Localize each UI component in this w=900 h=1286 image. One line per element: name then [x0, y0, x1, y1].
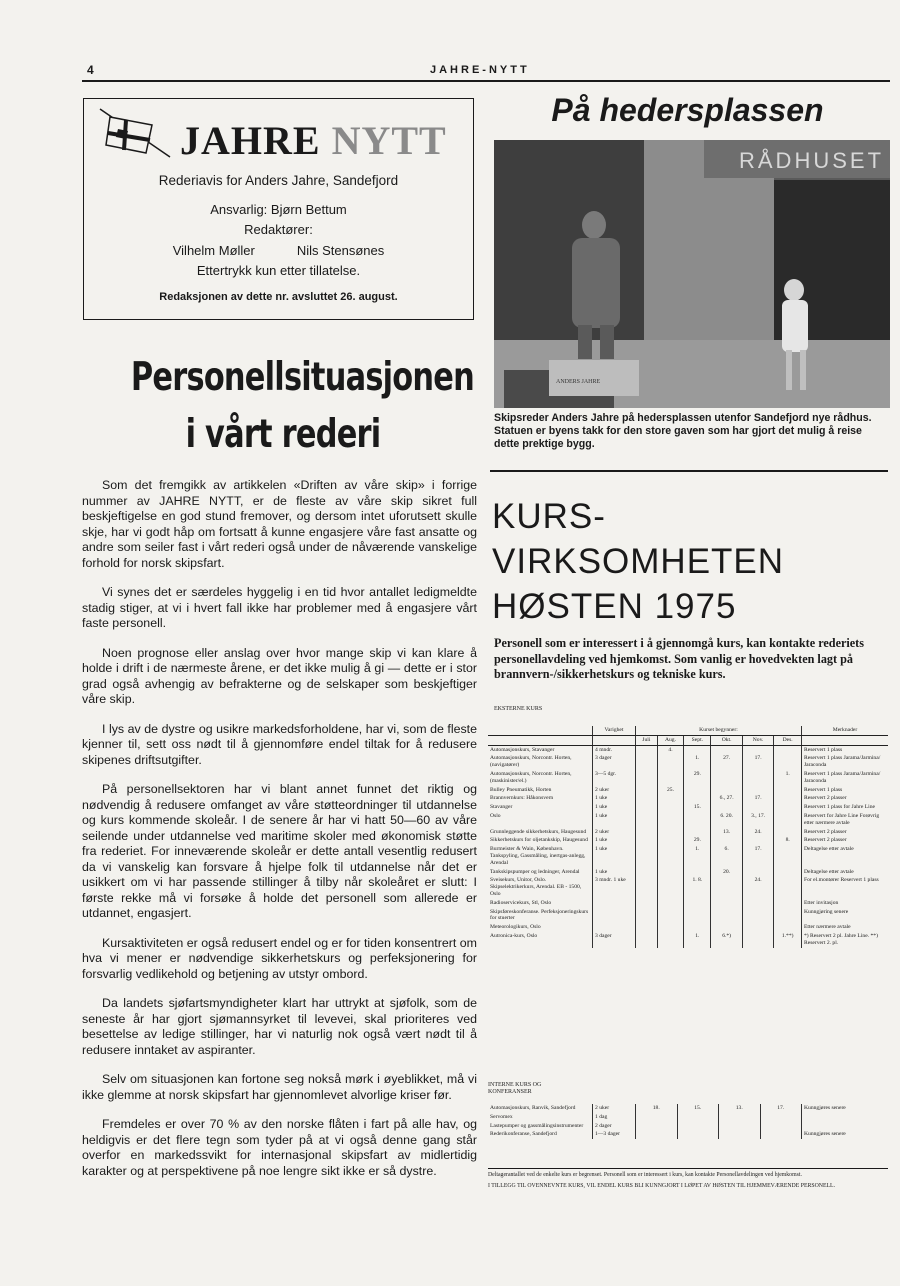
col-month: Sept. [684, 735, 711, 745]
table-cell [636, 1130, 678, 1139]
table-cell: 20. [711, 868, 742, 877]
table-cell: Etter invitasjon [802, 899, 889, 908]
table-cell: 1 uke [593, 812, 636, 828]
table-cell: Automasjonskurs, Norcontr. Horten, (maskinister/el.) [490, 770, 572, 784]
table-cell: 1. [774, 770, 802, 786]
kurs-title: KURS- VIRKSOMHETEN HØSTEN 1975 [492, 497, 785, 626]
article-paragraph: Da landets sjøfartsmyndigheter klart har uttrykt at sjøfolk, som de seneste år har gjort sjømannsyrket til levevei, skal prioriteres ved besettelse av ledige stillinger, har vi naturlig nok også vært nødt til å redusere inntaket av aspiranter. [82, 996, 477, 1057]
table-row [488, 745, 888, 754]
table-cell [711, 836, 742, 845]
table-cell: 3 mndr. 1 uke [593, 876, 636, 898]
table-cell [684, 868, 711, 877]
table-cell: 24. [742, 828, 773, 837]
table-cell: 3., 17. [742, 812, 773, 828]
table-cell [636, 845, 658, 867]
table-cell: Reservert 1 plass for Jahre Line [802, 803, 889, 812]
course-table [488, 726, 888, 948]
table-cell: Autronica-kurs, Oslo [490, 932, 538, 939]
table-cell [742, 786, 773, 795]
table-cell: Kunngjøring senere [802, 908, 889, 924]
table-row [488, 1122, 888, 1131]
table-cell [774, 754, 802, 770]
table-cell: 1 uke [593, 845, 636, 867]
table-cell: 1. [684, 932, 711, 948]
table-cell [742, 803, 773, 812]
table-cell: 15. [684, 803, 711, 812]
table-cell [760, 1122, 802, 1131]
table-cell [711, 786, 742, 795]
table-cell [774, 828, 802, 837]
header-rule [82, 80, 890, 82]
table-cell: 13. [711, 828, 742, 837]
table-cell [774, 908, 802, 924]
table-cell [774, 868, 802, 877]
table-cell [657, 754, 684, 770]
table-cell [711, 770, 742, 786]
table-cell: 1. [684, 754, 711, 770]
table-cell [636, 794, 658, 803]
col-varighet: Varighet [593, 726, 636, 735]
table-cell [657, 812, 684, 828]
table-cell: 2 dager [593, 1122, 636, 1131]
masthead-reprint: Ettertrykk kun etter tillatelse. [196, 263, 361, 278]
table-cell [742, 868, 773, 877]
table-cell: Reservert 2 plasser [802, 794, 889, 803]
table-cell: 2 uker [593, 1104, 636, 1113]
table-cell: Stavanger [490, 804, 513, 811]
table-cell: 1. [684, 845, 711, 867]
table-cell: Grunnleggende sikkerhetskurs, Haugesund [490, 828, 587, 835]
article-paragraph: Selv om situasjonen kan fortone seg nokså mørk i øyeblikket, må vi ikke glemme at norsk skipsfart har gjennomlevet alvorlige kriser før. [82, 1072, 477, 1102]
table-cell: 1—3 dager [593, 1130, 636, 1139]
table-cell: Reservert 2 plasser [802, 828, 889, 837]
table-cell [719, 1113, 761, 1122]
internal-course-table [488, 1104, 888, 1139]
masthead-box [83, 98, 474, 320]
table-cell: Brannvernkurs: Håkonsvern [490, 795, 554, 802]
table-cell: 17. [742, 845, 773, 867]
table-cell [774, 845, 802, 867]
col-month: Juli [636, 735, 658, 745]
table-cell [774, 923, 802, 932]
table-row [488, 794, 888, 803]
table-cell [684, 908, 711, 924]
table-cell: Kunngjøres senere [802, 1130, 889, 1139]
table-cell [774, 786, 802, 795]
table-row [488, 845, 888, 867]
table-cell [636, 812, 658, 828]
table-row [488, 754, 888, 770]
footnote-rule [488, 1168, 888, 1169]
table-cell [636, 1113, 678, 1122]
table-cell [742, 932, 773, 948]
table-cell: 1. 8. [684, 876, 711, 898]
table-cell [636, 745, 658, 754]
table-cell: For el.montører Reservert 1 plass [802, 876, 889, 898]
table-cell [636, 754, 658, 770]
table-row [488, 812, 888, 828]
flag-icon [96, 107, 174, 159]
table-cell [774, 794, 802, 803]
table-cell: 2 uker [593, 786, 636, 795]
table-row [488, 876, 888, 898]
table-cell: Etter nærmere avtale [802, 923, 889, 932]
table-cell: 18. [636, 1104, 678, 1113]
table-cell [636, 932, 658, 948]
table-cell: 3 dager [593, 932, 636, 948]
table-cell [636, 1122, 678, 1131]
table-cell [657, 899, 684, 908]
table-cell [719, 1122, 761, 1131]
table-cell: Deltagelse etter avtale [802, 845, 889, 867]
masthead-editors: Vilhelm Møller Nils Stensønes [172, 243, 385, 258]
table-cell [684, 899, 711, 908]
table-cell [711, 908, 742, 924]
table-cell: Reservert 1 plass [802, 786, 889, 795]
table-cell [657, 868, 684, 877]
table-cell: Meteorologikurs, Oslo [490, 924, 541, 931]
table-cell [760, 1113, 802, 1122]
article-paragraph: Som det fremgikk av artikkelen «Driften av våre skip» i forrige nummer av JAHRE NYTT, er de fleste av våre skip sikret full beskjeftigelse en god stund fremover, og dersom intet uforutsett skulle skje, har vi godt håp om fortsatt å kunne engasjere våre fast ansatte og andre som seiler fast i vårt rederi også under de nåværende vanskelige forhold for norsk skipsfart. [82, 478, 477, 570]
kurs-intro: Personell som er interessert i å gjennomgå kurs, kan kontakte rederiets personellavdeling ved hjemkomst. Som vanlig er hovedvekten lagt på brannvern-/sikkerhetskurs og tekniske kurs. [494, 636, 864, 681]
table-cell: Burmeister & Wain, København. Tankspyling, Gassmåling, inertgas-anlegg, Arendal [490, 846, 586, 866]
table-cell [636, 770, 658, 786]
table-cell: 17. [742, 794, 773, 803]
col-kurset-begynner: Kurset begynner: [636, 726, 802, 735]
table-cell [719, 1130, 761, 1139]
table-row [488, 836, 888, 845]
table-cell: 13. [719, 1104, 761, 1113]
masthead-responsible: Ansvarlig: Bjørn Bettum [210, 202, 347, 217]
article-paragraph: Fremdeles er over 70 % av den norske flåten i fart på alle hav, og heldigvis er det flere tegn som tyder på at vi også denne gang står overfor en markedssvikt for internasjonal skipsfart av midlertidig karakter og at perspektivene på noe lengre sikt ikke er så dystre. [82, 1117, 477, 1178]
table-label-eksterne: EKSTERNE KURS [494, 706, 543, 712]
table-cell: 8. [774, 836, 802, 845]
table-cell: Rederikonferanse, Sandefjord [490, 1131, 557, 1138]
table-cell: 17. [742, 754, 773, 770]
article-paragraph: På personellsektoren har vi blant annet funnet det riktig og nødvendig å redusere omfanget av våre støtteordninger til utdannelse og kurs kommende skoleår. I de senere år har vi hatt 50—60 av våre seilende under utdannelse ved maritime skoler med økonomisk støtte fra rederiet. For inneværende skoleår er dette antall vesentlig redusert da vi vanskelig kan forsvare å hjelpe folk til utdannelse når det er usikkert om vi har passende stillinger å tilby når skoleåret er slutt: I første rekke må vi forsøke å holde det personell som allerede er utdannet, engasjert. [82, 782, 477, 920]
table-cell: 1 uke [593, 836, 636, 845]
table-cell [636, 836, 658, 845]
table-cell: Reservert 1 plass Jarama/Jarmina/ Jaraconda [802, 770, 889, 786]
table-cell [711, 899, 742, 908]
table-cell [636, 908, 658, 924]
table-cell: Automasjonskurs, Stavanger [490, 746, 555, 753]
table-cell: 17. [760, 1104, 802, 1113]
running-header: JAHRE-NYTT [430, 64, 530, 76]
table-cell: Deltagelse etter avtale [802, 868, 889, 877]
table-cell [802, 1113, 889, 1122]
table-cell [677, 1130, 719, 1139]
table-cell [657, 803, 684, 812]
table-cell [657, 923, 684, 932]
table-cell: 4. [657, 745, 684, 754]
table-cell [684, 794, 711, 803]
table-row [488, 908, 888, 924]
table-cell [711, 876, 742, 898]
table-cell: 29. [684, 770, 711, 786]
table-cell: Radioservicekurs, Stl, Oslo [490, 899, 552, 906]
table-cell [742, 899, 773, 908]
table-row [488, 1113, 888, 1122]
table-cell: Oslo [490, 812, 501, 819]
table-cell: 1 dag [593, 1113, 636, 1122]
table-cell: 1 uke [593, 868, 636, 877]
table-cell [774, 803, 802, 812]
table-cell [711, 923, 742, 932]
table-cell [684, 786, 711, 795]
table-cell [657, 876, 684, 898]
table-cell [657, 828, 684, 837]
table-cell: 6. 20. [711, 812, 742, 828]
table-cell [593, 908, 636, 924]
table-cell: 1.**) [774, 932, 802, 948]
table-row [488, 786, 888, 795]
table-cell [774, 745, 802, 754]
table-cell [711, 745, 742, 754]
photo-caption: Skipsreder Anders Jahre på hedersplassen utenfor Sandefjord nye rådhus. Statuen er byens takk for den store gaven som har gjort det mulig å reise dette prektige bygg. [494, 412, 872, 450]
table-cell [802, 1122, 889, 1131]
table-cell [636, 923, 658, 932]
article-paragraph: Noen prognose eller anslag over hvor mange skip vi kan klare å holde i drift i de nærmeste årene, er det ikke mulig å gi — dette er i stor grad også avhengig av befrakterne og de selskaper som beskjeftiger våre skip. [82, 645, 477, 706]
table-row [488, 868, 888, 877]
article-body [82, 478, 477, 1193]
table-cell [684, 828, 711, 837]
article-headline-line2: i vårt rederi [185, 412, 381, 457]
table-cell [677, 1122, 719, 1131]
table-row [488, 899, 888, 908]
table-cell [774, 876, 802, 898]
col-merknader: Merknader [802, 726, 889, 735]
footnote-2: I TILLEGG TIL OVENNEVNTE KURS, VIL ENDEL KURS BLI KUNNGJORT I LØPET AV HØSTEN TIL HJEMMEVÆRENDE PERSONELL. [488, 1183, 836, 1189]
table-cell: 24. [742, 876, 773, 898]
table-cell [657, 794, 684, 803]
table-cell: Kunngjøres senere [802, 1104, 889, 1113]
table-cell [636, 868, 658, 877]
table-cell: Lastepumper og gassmålingsinstrumenter [490, 1122, 584, 1129]
table-row [488, 828, 888, 837]
table-cell [742, 745, 773, 754]
masthead-subtitle: Rederiavis for Anders Jahre, Sandefjord [158, 173, 399, 188]
table-cell: 4 mndr. [593, 745, 636, 754]
masthead-deadline: Redaksjonen av dette nr. avsluttet 26. august. [159, 291, 398, 303]
table-cell: Skipsføreskonferanse. Perfeksjoneringskurs for stuerter [490, 908, 589, 922]
table-cell: 15. [677, 1104, 719, 1113]
table-cell [742, 770, 773, 786]
table-row [488, 1104, 888, 1113]
table-cell [657, 845, 684, 867]
table-cell [657, 836, 684, 845]
table-cell: Sveisekurs, Unitor, Oslo. Skipselektrikerkurs, Arendal. EB - 1500, Oslo [490, 877, 582, 897]
table-row [488, 770, 888, 786]
table-cell [657, 770, 684, 786]
article-headline-line1: Personellsituasjonen [130, 355, 475, 400]
table-cell: 2 uker [593, 828, 636, 837]
table-cell [593, 923, 636, 932]
table-cell [677, 1113, 719, 1122]
table-cell: Tankskipspumper og ledninger, Arendal [490, 868, 580, 875]
page-number: 4 [87, 63, 94, 77]
table-cell: Automasjonskurs, Norcontr. Horten, (navigatører) [490, 755, 572, 769]
table-cell: 6.*) [711, 932, 742, 948]
table-cell [684, 745, 711, 754]
article-paragraph: Vi synes det er særdeles hyggelig i en tid hvor antallet ledigmeldte stadig stiger, at vi i hvert fall ikke har problemer med å engasjere vårt faste personell. [82, 585, 477, 630]
table-cell: 1 uke [593, 803, 636, 812]
table-cell: 6. [711, 845, 742, 867]
table-cell: Sikkerhetskurs for oljetankskip, Haugesund [490, 837, 588, 844]
col-month: Des. [774, 735, 802, 745]
table-cell [774, 899, 802, 908]
table-cell: 6., 27. [711, 794, 742, 803]
table-row [488, 803, 888, 812]
table-cell [742, 908, 773, 924]
table-cell [742, 923, 773, 932]
table-cell: 1 uke [593, 794, 636, 803]
footnote-1: Deltagerantallet ved de enkelte kurs er begrenset. Personell som er interessert i kurs, kan kontakte Personellavdelingen ved hjemkomst. [488, 1172, 802, 1178]
masthead-logo: JAHRE NYTT [180, 118, 447, 163]
col-month: Aug. [657, 735, 684, 745]
table-cell [760, 1130, 802, 1139]
table-cell: Bulley Pneumatikk, Horten [490, 786, 552, 793]
table-cell [711, 803, 742, 812]
col-month: Okt. [711, 735, 742, 745]
photo-title: På hedersplassen [551, 92, 824, 128]
table-row [488, 932, 888, 948]
table-cell [636, 786, 658, 795]
table-cell [636, 876, 658, 898]
table-cell: 25. [657, 786, 684, 795]
table-cell: 27. [711, 754, 742, 770]
table-label-interne: INTERNE KURS OG KONFERANSER [488, 1082, 542, 1095]
statue-photo [494, 140, 890, 408]
table-cell: Reservert for Jahre Line Forøvrig etter nærmere avtale [802, 812, 889, 828]
article-paragraph: Kursaktiviteten er også redusert endel og er for tiden konsentrert om hva vi mener er nødvendige sikkerhetskurs og perfeksjonering for forsvarlig vedlikehold og betjening av utstyr ombord. [82, 935, 477, 981]
photo-plinth-text: ANDERS JAHRE [556, 379, 601, 385]
table-cell [774, 812, 802, 828]
table-cell: 3 dager [593, 754, 636, 770]
table-cell: Servomex [490, 1113, 513, 1120]
table-cell: Automasjonskurs, Ranvik, Sandefjord [490, 1105, 576, 1111]
table-cell [657, 908, 684, 924]
table-cell [684, 812, 711, 828]
table-cell: 3—5 dgr. [593, 770, 636, 786]
col-month: Nov. [742, 735, 773, 745]
table-row [488, 1130, 888, 1139]
table-cell [636, 899, 658, 908]
table-cell [684, 923, 711, 932]
table-cell: Reservert 2 plasser [802, 836, 889, 845]
section-rule [490, 470, 888, 472]
table-cell [636, 828, 658, 837]
table-cell [742, 836, 773, 845]
table-cell [636, 803, 658, 812]
table-row [488, 923, 888, 932]
photo-sign-text: RÅDHUSET [739, 148, 885, 173]
table-cell: Reservert 1 plass [802, 745, 889, 754]
table-cell [657, 932, 684, 948]
table-cell: Reservert 1 plass Jarama/Jarmina/ Jaraconda [802, 754, 889, 770]
table-cell: 29. [684, 836, 711, 845]
table-cell: *) Reservert 2 pl. Jahre Line. **) Reservert 2. pl. [802, 932, 889, 948]
table-cell [593, 899, 636, 908]
article-paragraph: I lys av de dystre og usikre markedsforholdene, har vi, som de fleste kjenner til, sett oss nødt til å gjennomføre endel tiltak for å redusere skipenes driftsutgifter. [82, 721, 477, 767]
masthead-editors-label: Redaktører: [244, 222, 313, 237]
